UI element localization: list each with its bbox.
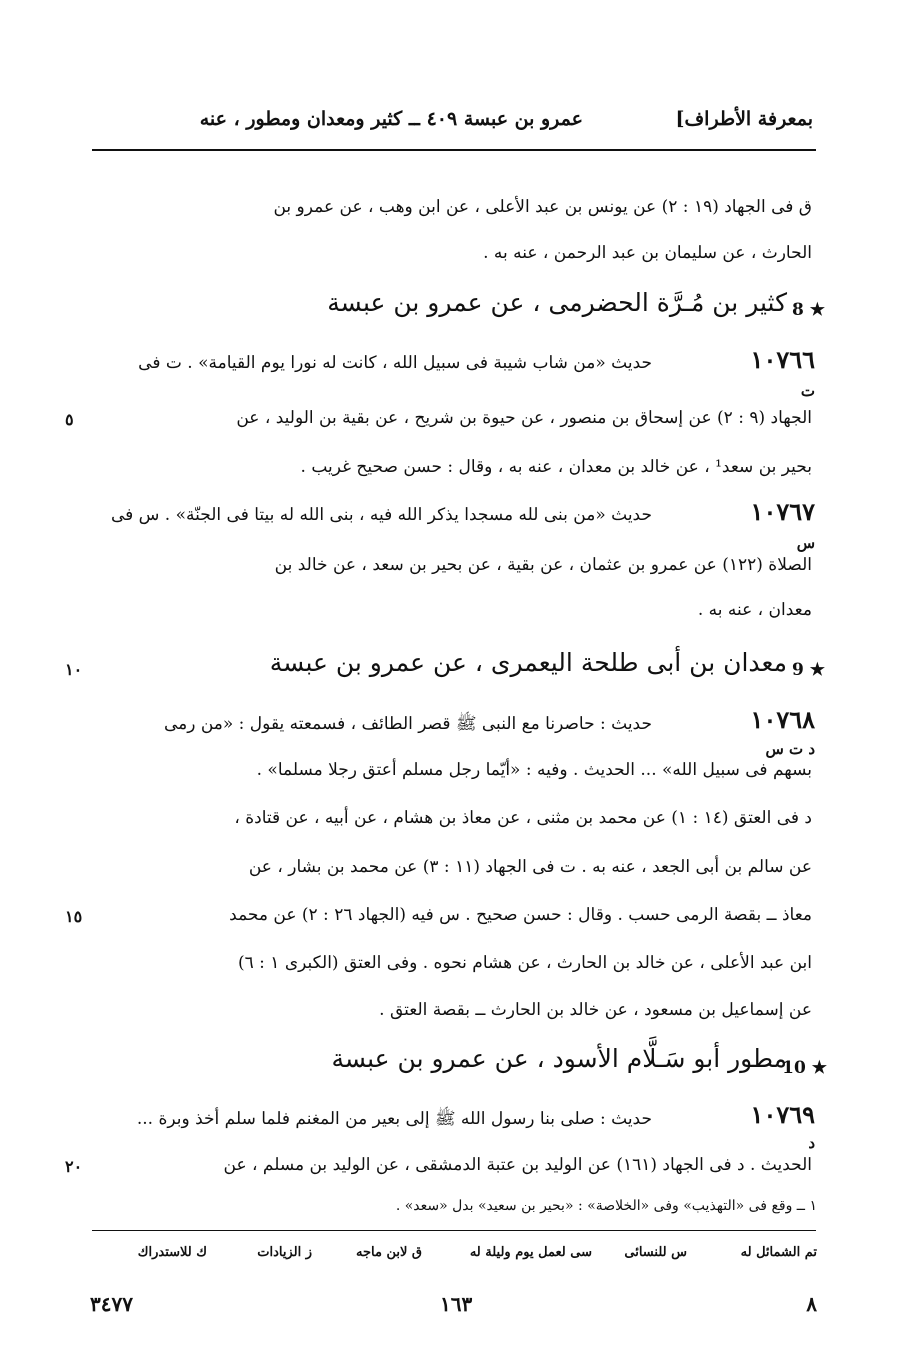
hadith-number: ١٠٧٦٨ <box>750 705 815 734</box>
legend-item: سى لعمل يوم وليلة له <box>469 1245 592 1260</box>
hadith-number: ١٠٧٦٦ <box>750 345 815 374</box>
entry-number: 10 ★ <box>782 1058 827 1078</box>
intro-line-2: الحارث ، عن سليمان بن عبد الرحمن ، عنه به . <box>483 243 812 263</box>
header-title: بمعرفة الأطراف] <box>675 108 813 130</box>
footnote: ١ ــ وقع فى «التهذيب» وفى «الخلاصة» : «بحير بن سعيد» بدل «سعد» . <box>395 1198 817 1214</box>
hadith-line: د فى العتق (١٤ : ١) عن محمد بن مثنى ، عن معاذ بن هشام ، عن أبيه ، عن قتادة ، <box>234 808 812 828</box>
hadith-line: حديث «من شاب شيبة فى سبيل الله ، كانت له نورا يوم القيامة» . ت فى <box>138 353 652 373</box>
line-number: ٢٠ <box>65 1157 83 1176</box>
entry-number: 9 ★ <box>791 660 825 680</box>
hadith-line: معاذ ــ بقصة الرمى حسب . وقال : حسن صحيح . س فيه (الجهاد ٢٦ : ٢) عن محمد <box>229 905 812 925</box>
entry-heading: معدان بن أبى طلحة اليعمرى ، عن عمرو بن عبسة <box>269 648 787 677</box>
symbols-legend <box>97 1245 817 1269</box>
line-number: ١٥ <box>65 907 83 926</box>
hadith-line: ابن عبد الأعلى ، عن خالد بن الحارث ، عن هشام نحوه . وفى العتق (الكبرى ١ : ٦) <box>237 953 812 973</box>
hadith-line: معدان ، عنه به . <box>697 600 812 620</box>
page-right-number: ٨ <box>806 1292 817 1316</box>
hadith-line: حديث : حاصرنا مع النبى ﷺ قصر الطائف ، فسمعته يقول : «من رمى <box>163 714 652 734</box>
running-header <box>88 108 813 142</box>
book-code: د ت س <box>765 740 815 758</box>
footnote-rule <box>92 1230 816 1231</box>
intro-line-1: ق فى الجهاد (١٩ : ٢) عن يونس بن عبد الأعلى ، عن ابن وهب ، عن عمرو بن <box>273 197 812 217</box>
legend-item: تم الشمائل له <box>740 1245 817 1260</box>
book-code: س <box>796 534 815 552</box>
legend-item: س للنسائى <box>624 1245 687 1260</box>
legend-item: ز الزيادات <box>257 1245 312 1260</box>
line-number: ٥ <box>65 410 74 429</box>
entry-number: 8 ★ <box>791 300 825 320</box>
hadith-line: بحير بن سعد¹ ، عن خالد بن معدان ، عنه به ، وقال : حسن صحيح غريب . <box>300 457 812 477</box>
header-subtitle: عمرو بن عبسة ٤٠٩ ــ كثير ومعدان ومطور ، عنه <box>199 108 583 130</box>
page-left-number: ٣٤٧٧ <box>90 1292 133 1316</box>
book-code: ت <box>800 382 815 400</box>
hadith-number: ١٠٧٦٩ <box>750 1100 815 1129</box>
hadith-line: بسهم فى سبيل الله» ... الحديث . وفيه : «أيّما رجل مسلم أعتق رجلا مسلما» . <box>256 760 812 780</box>
legend-item: ق لابن ماجه <box>356 1245 422 1260</box>
hadith-line: حديث «من بنى لله مسجدا يذكر الله فيه ، بنى الله له بيتا فى الجنّة» . س فى <box>110 505 652 525</box>
entry-heading: كثير بن مُـرَّة الحضرمى ، عن عمرو بن عبسة <box>327 288 787 317</box>
hadith-line: حديث : صلى بنا رسول الله ﷺ إلى بعير من المغنم فلما سلم أخذ وبرة ... <box>136 1109 652 1129</box>
entry-heading: مطور أبو سَـلَّام الأسود ، عن عمرو بن عبسة <box>331 1044 787 1073</box>
hadith-line: الحديث . د فى الجهاد (١٦١) عن الوليد بن عتبة الدمشقى ، عن الوليد بن مسلم ، عن <box>223 1155 812 1175</box>
hadith-line: الجهاد (٩ : ٢) عن إسحاق بن منصور ، عن حيوة بن شريح ، عن بقية بن الوليد ، عن <box>236 408 812 428</box>
line-number: ١٠ <box>65 660 83 679</box>
header-rule <box>92 149 816 151</box>
hadith-line: الصلاة (١٢٢) عن عمرو بن عثمان ، عن بقية ، عن بحير بن سعد ، عن خالد بن <box>274 555 812 575</box>
book-code: د <box>808 1134 815 1152</box>
hadith-line: عن إسماعيل بن مسعود ، عن خالد بن الحارث ــ بقصة العتق . <box>379 1000 812 1020</box>
hadith-line: عن سالم بن أبى الجعد ، عنه به . ت فى الجهاد (١١ : ٣) عن محمد بن بشار ، عن <box>248 857 812 877</box>
page-number: ١٦٣ <box>440 1292 473 1316</box>
legend-item: ك للاستدراك <box>137 1245 207 1260</box>
hadith-number: ١٠٧٦٧ <box>750 497 815 526</box>
